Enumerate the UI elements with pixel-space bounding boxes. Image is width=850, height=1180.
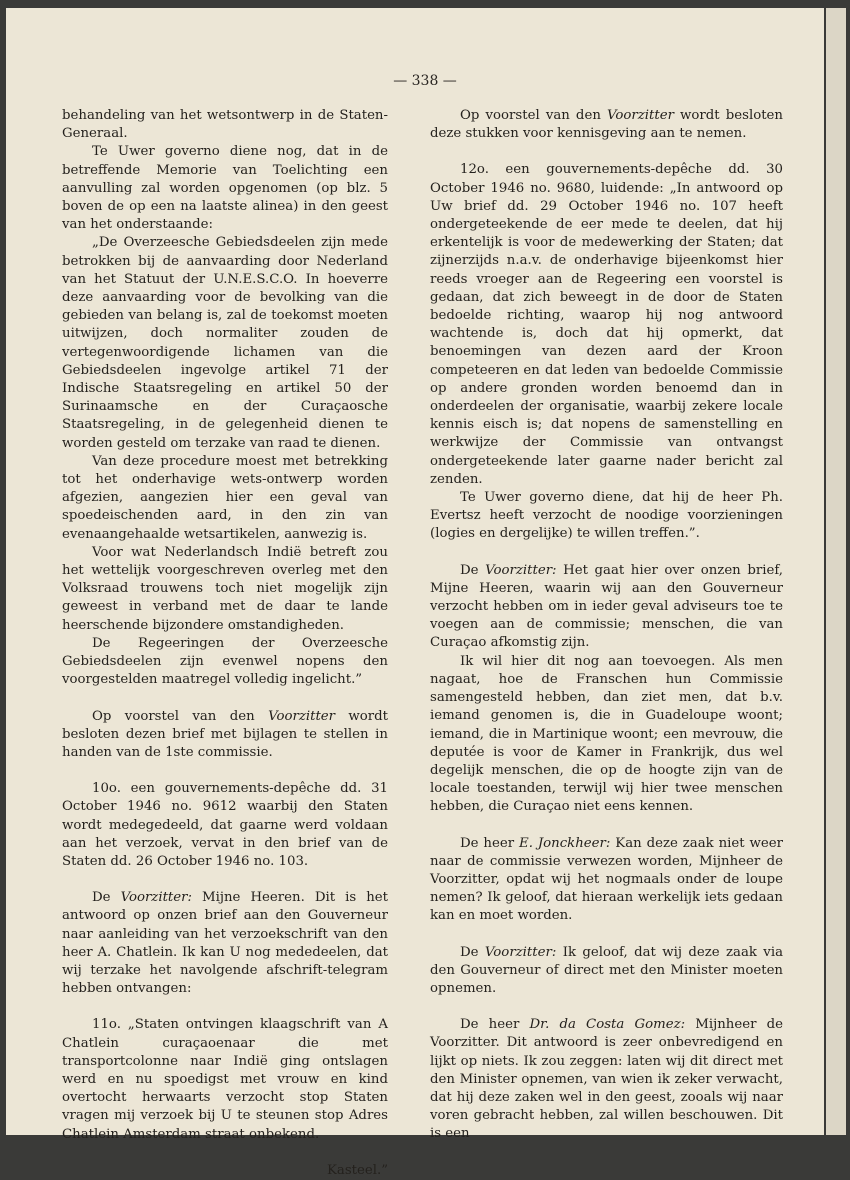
scan-edge <box>826 8 846 1135</box>
speech-paragraph: De Voorzitter: Het gaat hier over onzen brief, Mijne Heeren, waarin wij aan den Gouverneur verzocht hebben om in ieder geval adviseurs toe te voegen aan de commissie; menschen, die van Curaçao afkomstig zijn. <box>430 562 783 651</box>
speech-paragraph: De heer Dr. da Costa Gomez: Mijnheer de Voorzitter. Dit antwoord is zeer onbevredigend en lijkt op niets. Ik zou zeggen: laten wij dit direct met den Minister opnemen, van wien ik zeker verwacht, dat hij deze zaken wel in den geest, zooals wij naar voren gebracht hebben, zal willen beschouwen. Dit is een <box>430 1017 783 1142</box>
telegram-paragraph: 11o. „Staten ontvingen klaagschrift van A Chatlein curaçaoenaar die met transportcolonne naar Indië ging ontslagen werd en nu spoedigst met vrouw en kind overtocht herwaarts verzocht stop Staten vragen mij verzoek bij U te steunen stop Adres Chatlein Amsterdam straat onbekend. <box>62 1017 388 1142</box>
quoted-paragraph: „De Overzeesche Gebiedsdeelen zijn mede betrokken bij de aanvaarding door Nederland van het Statuut der U.N.E.S.C.O. In hoeverre deze aanvaarding voor de bevolking van die gebieden van belang is, zal de toekomst moeten uitwijzen, doch normaliter zouden de vertegenwoordigende lichamen van die Gebiedsdeelen ingevolge artikel 71 der Indische Staatsregeling en artikel 50 der Surinaamsche en der Curaçaosche Staatsregeling, in de gelegenheid dienen te worden gesteld om terzake van raad te dienen. <box>62 235 388 451</box>
agenda-item: 12o. een gouvernements-depêche dd. 30 October 1946 no. 9680, luidende: „In antwoord op Uw brief dd. 29 October 1946 no. 107 heeft ondergeteekende de eer mede te deelen, dat hij erkentelijk is voor de medewerking der Staten; dat zijnerzijds n.a.v. de onderhavige bijeenkomst hier reeds vroeger aan de Regeering een voorstel is gedaan, dat zich beweegt in de door de Staten bedoelde richting, waarop hij nog antwoord wachtende is, doch dat hij opmerkt, dat benoemingen van dezen aard der Kroon competeeren en dat leden van bedoelde Commissie op andere gronden worden benoemd dan in onderdeelen der organisatie, waarbij zekere locale kennis eisch is; dat nopens de samenstelling en werkwijze der Commissie van ontvangst ondergeteekende later gaarne nader bericht zal zenden. <box>430 162 783 487</box>
speaker-name: Dr. da Costa Gomez: <box>529 1017 686 1033</box>
speech-paragraph: Ik wil hier dit nog aan toevoegen. Als men nagaat, hoe de Franschen hun Commissie samengesteld hebben, dan ziet men, dat b.v. iemand genomen is, die in Guadeloupe woont; iemand, die in Martinique woont; een mevrouw, die deputée is voor de Kamer in Frankrijk, dus wel degelijk menschen, die op de hoogte zijn van de locale toestanden, terwijl wij hier twee menschen hebben, die Curaçao niet eens kennen. <box>430 653 783 815</box>
speaker-name: Voorzitter <box>268 708 336 724</box>
quoted-paragraph: Van deze procedure moest met betrekking tot het onderhavige wets-ontwerp worden afgezien, aangezien hier een geval van spoedeischenden aard, in den zin van evenaangehaalde wetsartikelen, aanwezig is. <box>62 453 388 542</box>
left-column <box>62 107 388 1180</box>
agenda-item: 10o. een gouvernements-depêche dd. 31 October 1946 no. 9612 waarbij den Staten wordt medegedeeld, dat gaarne werd voldaan aan het verzoek, vervat in den brief van de Staten dd. 26 October 1946 no. 103. <box>62 781 388 869</box>
paragraph: behandeling van het wetsontwerp in de Staten-Generaal. <box>62 108 388 142</box>
quoted-paragraph: De Regeeringen der Overzeesche Gebiedsdeelen zijn evenwel nopens den voorgestelden maatregel volledig ingelicht.” <box>62 635 388 688</box>
speech-paragraph: De Voorzitter: Ik geloof, dat wij deze zaak via den Gouverneur of direct met den Minister moeten opnemen. <box>430 944 784 996</box>
quoted-paragraph: Voor wat Nederlandsch Indië betreft zou het wettelijk voorgeschreven overleg met den Volksraad trouwens toch niet mogelijk zijn geweest in verband met de daar te lande heerschende bijzondere omstandigheden. <box>62 544 388 633</box>
page-number: — 338 — <box>393 73 457 89</box>
right-column <box>430 107 783 1144</box>
speaker-name: Voorzitter: <box>484 944 557 960</box>
speaker-name: Voorzitter <box>607 108 674 123</box>
speaker-name: E. Jonckheer: <box>519 835 611 851</box>
speaker-name: Voorzitter: <box>120 890 192 906</box>
paragraph: Op voorstel van den Voorzitter wordt besloten dezen brief met bijlagen te stellen in handen van de 1ste commissie. <box>62 708 389 760</box>
signature: Kasteel.” <box>326 1162 388 1178</box>
paragraph: Te Uwer governo diene nog, dat in de betreffende Memorie van Toelichting een aanvulling zal worden opgenomen (op blz. 5 boven de op een na laatste alinea) in den geest van het onderstaande: <box>62 144 388 233</box>
speech-paragraph: De Voorzitter: Mijne Heeren. Dit is het antwoord op onzen brief aan den Gouverneur naar aanleiding van het verzoekschrift van den heer A. Chatlein. Ik kan U nog mededeelen, dat wij terzake het navolgende afschrift-telegram hebben ontvangen: <box>62 890 388 997</box>
paragraph: Op voorstel van den Voorzitter wordt besloten deze stukken voor kennisgeving aan te nemen. <box>430 108 783 142</box>
speech-paragraph: De heer E. Jonckheer: Kan deze zaak niet weer naar de commissie verwezen worden, Mijnheer de Voorzitter, opdat wij het nogmaals onder de loupe nemen? Ik geloof, dat hieraan werkelijk iets gedaan kan en moet worden. <box>430 835 783 924</box>
paragraph: Te Uwer governo diene, dat hij de heer Ph. Evertsz heeft verzocht de noodige voorzieningen (logies en dergelijke) te willen treffen.”. <box>430 490 783 542</box>
speaker-name: Voorzitter: <box>485 562 557 578</box>
